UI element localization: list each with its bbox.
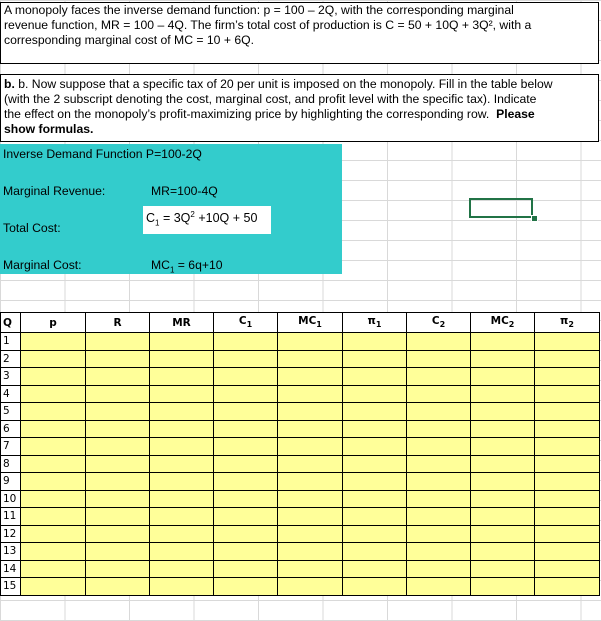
- input-cell-mc1[interactable]: [278, 333, 343, 351]
- input-cell-mc2[interactable]: [471, 525, 535, 543]
- input-cell-c1[interactable]: [214, 350, 278, 368]
- input-cell-r[interactable]: [86, 473, 150, 491]
- table-row: [1, 490, 600, 508]
- table-row: [1, 525, 600, 543]
- mc-subscript: 1: [169, 265, 175, 275]
- input-cell-r[interactable]: [86, 490, 150, 508]
- q-cell[interactable]: 2: [1, 350, 21, 368]
- input-cell-c1[interactable]: [214, 420, 278, 438]
- input-cell-mr[interactable]: [150, 543, 214, 561]
- part-b-text: the effect on the monopoly’s profit-maximizing price by highlighting the corresponding row.: [4, 107, 490, 121]
- input-cell-r[interactable]: [86, 368, 150, 386]
- input-cell-profit2[interactable]: [535, 508, 600, 526]
- tc-symbol: C: [146, 211, 156, 226]
- mc-label: Marginal Cost:: [3, 258, 82, 272]
- input-cell-c1[interactable]: [214, 508, 278, 526]
- input-cell-r[interactable]: [86, 350, 150, 368]
- input-cell-mr[interactable]: [150, 560, 214, 578]
- header-subscript: 1: [246, 320, 253, 330]
- input-cell-c2[interactable]: [407, 525, 471, 543]
- input-cell-mc1[interactable]: [278, 560, 343, 578]
- input-cell-c2[interactable]: [407, 368, 471, 386]
- col-header-c1[interactable]: [214, 313, 278, 333]
- table-row: [1, 385, 600, 403]
- input-cell-profit1[interactable]: [343, 333, 407, 351]
- input-cell-c2[interactable]: [407, 560, 471, 578]
- table-row: [1, 420, 600, 438]
- table-row: [1, 473, 600, 491]
- input-cell-mc2[interactable]: [471, 368, 535, 386]
- input-cell-c2[interactable]: [407, 455, 471, 473]
- input-cell-mc1[interactable]: [278, 403, 343, 421]
- part-b-label: b.: [4, 77, 15, 91]
- mc-symbol: MC: [151, 258, 170, 272]
- col-header-c2[interactable]: [407, 313, 471, 333]
- header-subscript: 2: [568, 320, 574, 330]
- input-cell-profit1[interactable]: [343, 420, 407, 438]
- input-cell-profit2[interactable]: [535, 543, 600, 561]
- table-row: [1, 508, 600, 526]
- input-cell-mc1[interactable]: [278, 490, 343, 508]
- input-cell-mc2[interactable]: [471, 578, 535, 596]
- q-cell[interactable]: 9: [1, 473, 21, 491]
- col-header-q[interactable]: [1, 313, 21, 333]
- header-text: π: [560, 315, 569, 328]
- part-b-emphasis: Please: [496, 107, 535, 121]
- input-cell-p[interactable]: [21, 420, 86, 438]
- q-cell[interactable]: 12: [1, 525, 21, 543]
- q-cell[interactable]: 3: [1, 368, 21, 386]
- input-cell-p[interactable]: [21, 560, 86, 578]
- part-a-line: revenue function, MR = 100 – 4Q. The firm’s total cost of production is C = 50 + 10Q + 3Q², with a: [4, 18, 532, 32]
- col-header-r[interactable]: [86, 313, 150, 333]
- input-cell-profit1[interactable]: [343, 385, 407, 403]
- part-b-line: (with the 2 subscript denoting the cost, marginal cost, and profit level with the specific tax). Indicate: [4, 92, 537, 106]
- q-cell[interactable]: 4: [1, 385, 21, 403]
- input-cell-mc1[interactable]: [278, 350, 343, 368]
- header-text: C: [238, 315, 247, 328]
- problem-part-a: [0, 2, 599, 64]
- tc-exponent: 2: [190, 210, 195, 219]
- input-cell-mc2[interactable]: [471, 333, 535, 351]
- input-cell-profit1[interactable]: [343, 508, 407, 526]
- input-cell-profit1[interactable]: [343, 473, 407, 491]
- input-cell-c2[interactable]: [407, 490, 471, 508]
- input-cell-profit1[interactable]: [343, 490, 407, 508]
- selected-cell[interactable]: [469, 198, 533, 218]
- q-cell[interactable]: 14: [1, 560, 21, 578]
- input-cell-profit1[interactable]: [343, 543, 407, 561]
- table-row: [1, 438, 600, 456]
- input-cell-r[interactable]: [86, 455, 150, 473]
- input-cell-profit1[interactable]: [343, 560, 407, 578]
- input-cell-mc2[interactable]: [471, 543, 535, 561]
- header-subscript: 2: [508, 320, 515, 330]
- input-cell-r[interactable]: [86, 578, 150, 596]
- input-cell-profit2[interactable]: [535, 420, 600, 438]
- input-cell-c1[interactable]: [214, 578, 278, 596]
- input-cell-c2[interactable]: [407, 385, 471, 403]
- tc-label: Total Cost:: [3, 221, 61, 235]
- input-cell-r[interactable]: [86, 403, 150, 421]
- table-row: [1, 333, 600, 351]
- input-cell-profit2[interactable]: [535, 350, 600, 368]
- input-cell-mr[interactable]: [150, 385, 214, 403]
- input-cell-mr[interactable]: [150, 420, 214, 438]
- header-text: MC: [298, 315, 317, 328]
- input-cell-mc2[interactable]: [471, 403, 535, 421]
- q-cell[interactable]: 7: [1, 438, 21, 456]
- input-cell-c1[interactable]: [214, 368, 278, 386]
- input-cell-profit1[interactable]: [343, 455, 407, 473]
- info-panel: [0, 144, 342, 274]
- input-cell-profit2[interactable]: [535, 455, 600, 473]
- input-cell-c1[interactable]: [214, 333, 278, 351]
- input-cell-c1[interactable]: [214, 473, 278, 491]
- q-cell[interactable]: 10: [1, 490, 21, 508]
- input-cell-mc1[interactable]: [278, 455, 343, 473]
- input-cell-c1[interactable]: [214, 455, 278, 473]
- input-cell-c2[interactable]: [407, 420, 471, 438]
- q-cell[interactable]: 11: [1, 508, 21, 526]
- input-cell-mc1[interactable]: [278, 368, 343, 386]
- input-cell-mr[interactable]: [150, 473, 214, 491]
- q-cell[interactable]: 1: [1, 333, 21, 351]
- input-cell-profit1[interactable]: [343, 578, 407, 596]
- input-cell-profit2[interactable]: [535, 385, 600, 403]
- q-cell[interactable]: 8: [1, 455, 21, 473]
- input-cell-mc2[interactable]: [471, 473, 535, 491]
- input-cell-mr[interactable]: [150, 438, 214, 456]
- mc-rest: = 6q+10: [174, 258, 223, 272]
- input-cell-c1[interactable]: [214, 438, 278, 456]
- part-b-emphasis: show formulas.: [4, 122, 94, 136]
- input-cell-p[interactable]: [21, 368, 86, 386]
- input-cell-mc2[interactable]: [471, 420, 535, 438]
- input-cell-p[interactable]: [21, 525, 86, 543]
- input-cell-profit2[interactable]: [535, 368, 600, 386]
- input-cell-p[interactable]: [21, 455, 86, 473]
- header-subscript: 1: [316, 320, 322, 330]
- input-cell-mc1[interactable]: [278, 543, 343, 561]
- part-b-line: [4, 77, 595, 92]
- col-header-profit1[interactable]: [343, 313, 407, 333]
- table-row: [1, 578, 600, 596]
- input-cell-r[interactable]: [86, 333, 150, 351]
- input-cell-profit2[interactable]: [535, 438, 600, 456]
- input-cell-profit2[interactable]: [535, 560, 600, 578]
- header-subscript: 2: [439, 320, 446, 330]
- input-cell-profit2[interactable]: [535, 525, 600, 543]
- header-subscript: 1: [375, 320, 382, 330]
- table-row: [1, 350, 600, 368]
- input-cell-c2[interactable]: [407, 350, 471, 368]
- col-header-mc1[interactable]: [278, 313, 343, 333]
- header-text: R: [113, 316, 122, 329]
- input-cell-profit1[interactable]: [343, 525, 407, 543]
- part-b-text: b. Now suppose that a specific tax of 20 per unit is imposed on the monopoly. Fill in the table below: [18, 77, 553, 91]
- tc-rest: +10Q + 50: [194, 211, 258, 226]
- input-cell-mc1[interactable]: [278, 508, 343, 526]
- input-cell-profit2[interactable]: [535, 490, 600, 508]
- input-cell-p[interactable]: [21, 543, 86, 561]
- input-cell-mc1[interactable]: [278, 438, 343, 456]
- header-text: MR: [172, 316, 191, 329]
- input-cell-c2[interactable]: [407, 473, 471, 491]
- input-cell-p[interactable]: [21, 473, 86, 491]
- input-cell-mc1[interactable]: [278, 473, 343, 491]
- input-cell-mr[interactable]: [150, 455, 214, 473]
- part-a-line: A monopoly faces the inverse demand function: p = 100 – 2Q, with the corresponding marginal: [4, 3, 514, 17]
- input-cell-c2[interactable]: [407, 403, 471, 421]
- input-cell-c1[interactable]: [214, 543, 278, 561]
- table-row: [1, 368, 600, 386]
- header-text: MC: [490, 315, 509, 328]
- input-cell-mc2[interactable]: [471, 438, 535, 456]
- input-cell-mr[interactable]: [150, 333, 214, 351]
- input-cell-p[interactable]: [21, 403, 86, 421]
- header-text: p: [49, 316, 57, 329]
- input-cell-c2[interactable]: [407, 333, 471, 351]
- tc-subscript: 1: [155, 218, 160, 228]
- part-a-line: corresponding marginal cost of MC = 10 + 6Q.: [4, 33, 254, 47]
- table-row: [1, 455, 600, 473]
- input-cell-c1[interactable]: [214, 403, 278, 421]
- problem-part-b: [0, 74, 599, 142]
- demand-function: Inverse Demand Function P=100-2Q: [3, 147, 202, 161]
- input-cell-mr[interactable]: [150, 490, 214, 508]
- table-row: [1, 560, 600, 578]
- input-cell-profit2[interactable]: [535, 333, 600, 351]
- input-cell-mc1[interactable]: [278, 420, 343, 438]
- input-cell-c1[interactable]: [214, 525, 278, 543]
- input-cell-mc2[interactable]: [471, 455, 535, 473]
- q-cell[interactable]: 5: [1, 403, 21, 421]
- input-cell-profit2[interactable]: [535, 403, 600, 421]
- input-cell-mr[interactable]: [150, 350, 214, 368]
- table-row: [1, 543, 600, 561]
- input-cell-c1[interactable]: [214, 385, 278, 403]
- input-cell-mr[interactable]: [150, 403, 214, 421]
- input-cell-p[interactable]: [21, 333, 86, 351]
- input-cell-profit1[interactable]: [343, 403, 407, 421]
- input-cell-c2[interactable]: [407, 508, 471, 526]
- input-cell-p[interactable]: [21, 438, 86, 456]
- part-b-line: [4, 107, 595, 122]
- header-text: π: [367, 315, 376, 328]
- input-cell-r[interactable]: [86, 543, 150, 561]
- input-cell-mc1[interactable]: [278, 578, 343, 596]
- input-cell-r[interactable]: [86, 525, 150, 543]
- input-cell-profit2[interactable]: [535, 578, 600, 596]
- input-cell-p[interactable]: [21, 490, 86, 508]
- input-cell-c2[interactable]: [407, 438, 471, 456]
- input-cell-p[interactable]: [21, 508, 86, 526]
- mc-formula: [151, 258, 223, 274]
- input-cell-mc2[interactable]: [471, 350, 535, 368]
- mr-formula: MR=100-4Q: [151, 184, 218, 198]
- input-cell-profit2[interactable]: [535, 473, 600, 491]
- input-cell-r[interactable]: [86, 508, 150, 526]
- input-cell-r[interactable]: [86, 385, 150, 403]
- input-cell-mr[interactable]: [150, 578, 214, 596]
- input-cell-mc2[interactable]: [471, 385, 535, 403]
- col-header-mr[interactable]: [150, 313, 214, 333]
- tc-formula-box[interactable]: [143, 206, 271, 234]
- input-cell-c2[interactable]: [407, 543, 471, 561]
- input-cell-mc2[interactable]: [471, 508, 535, 526]
- input-cell-p[interactable]: [21, 385, 86, 403]
- input-cell-r[interactable]: [86, 438, 150, 456]
- input-cell-c1[interactable]: [214, 490, 278, 508]
- input-cell-profit1[interactable]: [343, 350, 407, 368]
- mr-label: Marginal Revenue:: [3, 184, 106, 198]
- table-row: [1, 403, 600, 421]
- input-cell-profit1[interactable]: [343, 438, 407, 456]
- header-row: [1, 313, 600, 333]
- input-cell-p[interactable]: [21, 350, 86, 368]
- input-cell-mr[interactable]: [150, 508, 214, 526]
- q-cell[interactable]: 13: [1, 543, 21, 561]
- col-header-profit2[interactable]: [535, 313, 600, 333]
- q-cell[interactable]: 6: [1, 420, 21, 438]
- input-cell-mc2[interactable]: [471, 490, 535, 508]
- tc-mid: = 3Q: [159, 211, 191, 226]
- q-cell[interactable]: 15: [1, 578, 21, 596]
- input-cell-r[interactable]: [86, 560, 150, 578]
- input-cell-c1[interactable]: [214, 560, 278, 578]
- input-cell-mc1[interactable]: [278, 525, 343, 543]
- col-header-p[interactable]: [21, 313, 86, 333]
- input-cell-mr[interactable]: [150, 368, 214, 386]
- input-cell-mc2[interactable]: [471, 560, 535, 578]
- col-header-mc2[interactable]: [471, 313, 535, 333]
- input-cell-profit1[interactable]: [343, 368, 407, 386]
- input-cell-mc1[interactable]: [278, 385, 343, 403]
- input-cell-c2[interactable]: [407, 578, 471, 596]
- header-text: Q: [3, 316, 12, 329]
- header-text: C: [431, 315, 440, 328]
- fill-handle[interactable]: [531, 215, 538, 222]
- input-cell-mr[interactable]: [150, 525, 214, 543]
- input-cell-p[interactable]: [21, 578, 86, 596]
- input-cell-r[interactable]: [86, 420, 150, 438]
- data-table: [0, 312, 600, 596]
